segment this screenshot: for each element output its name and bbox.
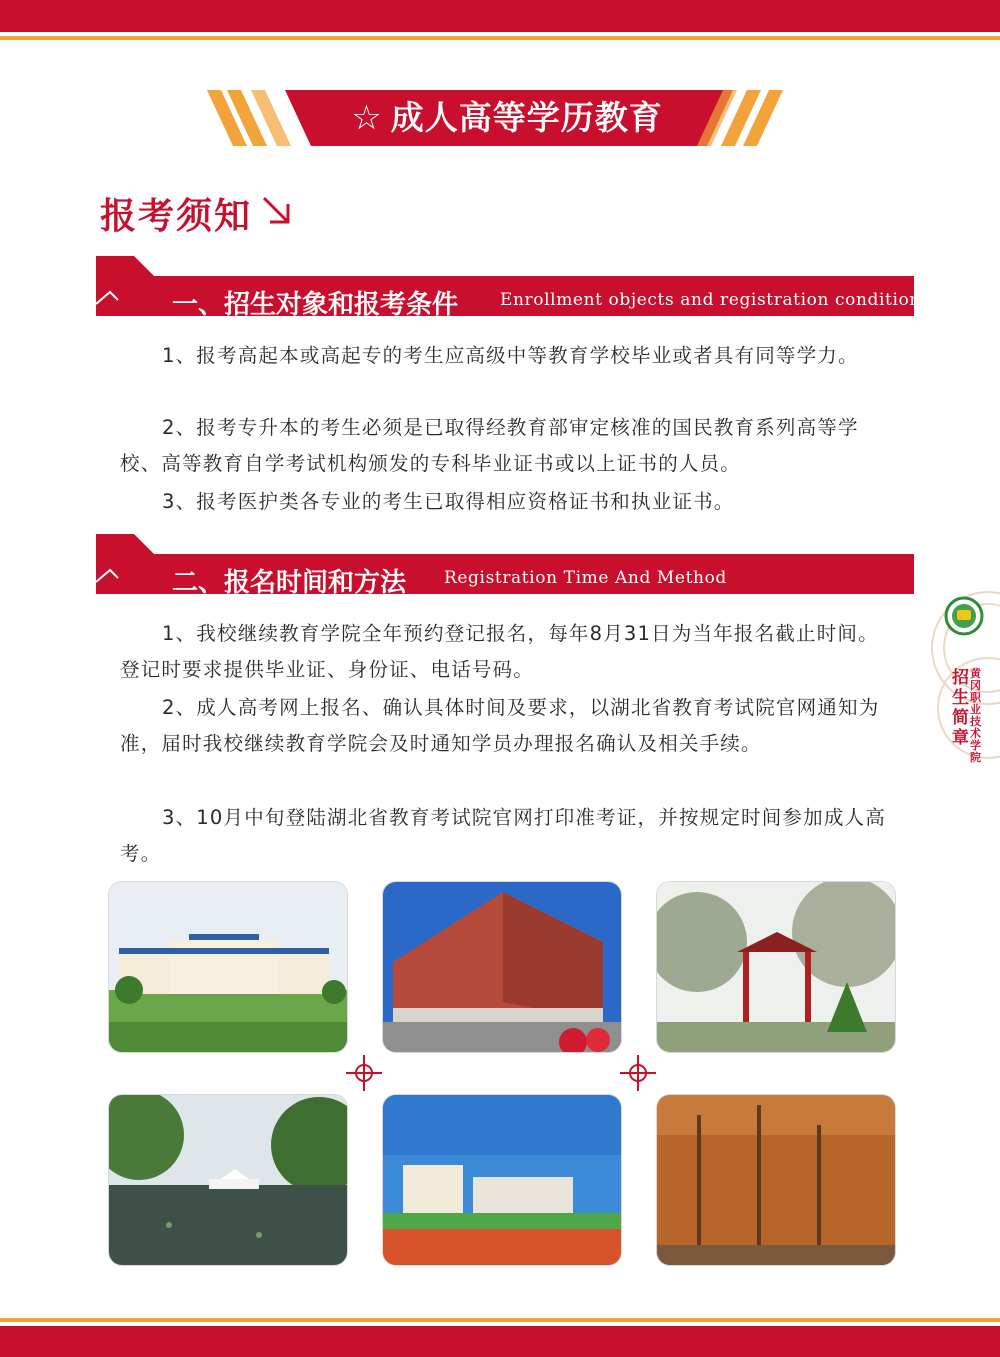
bottom-orange-line — [0, 1318, 1000, 1322]
section1-header — [96, 256, 931, 320]
section2-subtitle: Registration Time And Method — [444, 568, 727, 588]
section1-subtitle: Enrollment objects and registration conditions — [500, 290, 931, 310]
side-badge-school: 黄冈职业技术学院 — [970, 667, 981, 764]
section2-item-1: 1、我校继续教育学院全年预约登记报名，每年8月31日为当年报名截止时间。登记时要求提供毕业证、身份证、电话号码。 — [120, 622, 879, 681]
section1-item-1: 1、报考高起本或高起专的考生应高级中等教育学校毕业或者具有同等学力。 — [162, 344, 859, 367]
crosshair-icon — [620, 1055, 656, 1091]
section1-item-2: 2、报考专升本的考生必须是已取得经教育部审定核准的国民教育系列高等学校、高等教育自学考试机构颁发的专科毕业证书或以上证书的人员。 — [120, 416, 859, 475]
campus-photo-autumn-trees — [656, 1094, 896, 1266]
title-banner — [207, 90, 807, 146]
banner-title-text: 成人高等学历教育 — [390, 98, 663, 137]
notice-heading: 报考须知 — [100, 196, 253, 237]
bottom-red-bar — [0, 1326, 1000, 1357]
arrow-down-right-icon — [258, 192, 294, 228]
section2-header — [96, 534, 914, 596]
crosshair-icon — [346, 1055, 382, 1091]
campus-photo-track — [382, 1094, 622, 1266]
campus-photo-teaching-building — [382, 881, 622, 1053]
star-icon: ☆ — [351, 98, 383, 138]
section1-title: 一、招生对象和报考条件 — [172, 290, 459, 320]
section2-title: 二、报名时间和方法 — [172, 568, 407, 598]
campus-photo-building — [108, 881, 348, 1053]
section1-item-3: 3、报考医护类各专业的考生已取得相应资格证书和执业证书。 — [162, 490, 735, 513]
side-badge-label: 招生简章 — [952, 668, 969, 748]
section2-item-2: 2、成人高考网上报名、确认具体时间及要求，以湖北省教育考试院官网通知为准，届时我校继续教育学院会及时通知学员办理报名确认及相关手续。 — [120, 696, 880, 755]
top-red-bar — [0, 0, 1000, 32]
top-orange-line — [0, 36, 1000, 40]
section2-item-3: 3、10月中旬登陆湖北省教育考试院官网打印准考证，并按规定时间参加成人高考。 — [120, 806, 886, 865]
campus-photo-lake — [108, 1094, 348, 1266]
banner-title — [207, 90, 807, 146]
campus-photo-pavilion — [656, 881, 896, 1053]
side-badge — [918, 588, 1000, 768]
